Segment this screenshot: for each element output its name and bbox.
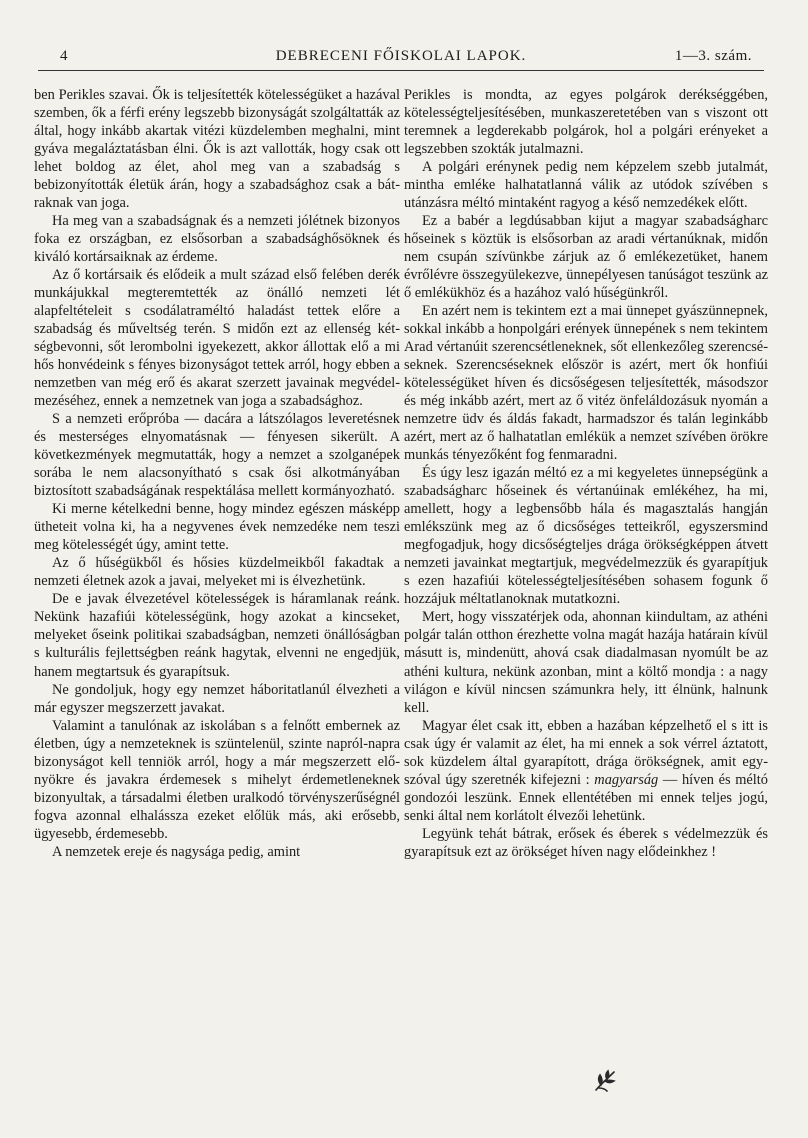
paragraph: És úgy lesz igazán méltó ez a mi kegyeletes ünnepségünk a szabadságharc hőseinek és vértanúinak emlékéhez, ha mi, amellett, hogy a legbensőbb hála és magasztalás hangján emlékszünk meg az ő dicsőséges tetteikről, egyszersmind megfogadjuk, hogy dicsőségteljes drága örökségképpen átvett nemzeti javainkat megtartjuk, megvédelmezzük és gyarapítjuk s ezen hazafiúi kötelességteljesítésében sohasem fogunk ő hozzájuk méltatlanoknak mutatkozni. — [404, 465, 768, 608]
page-number: 4 — [60, 48, 68, 64]
paragraph: S a nemzeti erőpróba — dacára a látszólagos leveretésnek és mesterséges elnyomatásnak — fényesen sikerült. A következmények megmutatták, hogy a nemzet a szolganépek sorába le nem alacsonyítható s csak ősi alkotmányában biztosított szabadságának respektálása mellett kormányozható. — [34, 411, 400, 500]
paragraph: Ne gondoljuk, hogy egy nemzet háboritatlanúl élvezheti a már egyszer megszerzett javakat. — [34, 681, 400, 716]
right-column — [404, 86, 768, 861]
paragraph: A polgári erénynek pedig nem képzelem szebb jutalmát, mintha emléke halhatatlanná válik az utódok szívében s utánzásra méltó mintaként ragyog a késő nemzedékek előtt. — [404, 159, 768, 212]
paragraph-with-italic: Magyar élet csak itt, ebben a hazában képzelhető el s itt is csak úgy ér valamit az élet, ha mi ennek a sok vérrel áztatott, sok küzdelem által gyarapított, drága örökségnek, amit egyszóval úgy szeretnék kifejezni : magyarság — híven és méltó gondozói leszünk. Ennek ellentétében mi ennek teljes jogú, senki által nem korlátolt élvezői lehetünk. — [404, 717, 769, 824]
leaf-ornament-icon — [592, 1068, 618, 1094]
paragraph: Valamint a tanulónak az iskolában s a felnőtt embernek az életben, úgy a nemzeteknek is szüntelenül, szinte napról-napra bizonyságot kell tenniök arról, hogy a már megszerzett előnyökre és javakra érdemesek s mihelyt érdemetleneknek bizonyultak, a társadalmi életben uralkodó törvényszerűségnél fogva azonnal elhalássza ezeket előlük más, aki erősebb, ügyesebb, érdemesebb. — [34, 717, 400, 842]
issue-number: 1—3. szám. — [674, 48, 752, 64]
journal-title: DEBRECENI FŐISKOLAI LAPOK. — [275, 48, 527, 64]
paragraph: Legyünk tehát bátrak, erősek és éberek s védelmezzük és gyarapítsuk ezt az örökséget híven nagy elődeinkhez ! — [404, 825, 768, 860]
paragraph: De e javak élvezetével kötelességek is háramlanak reánk. Nekünk hazafiúi kötelességünk, hogy azokat a kincseket, melyeket őseink politikai szabadságban, nemzeti önállóságban s kulturális fejlettségben reánk hagytak, elvenni ne engedjük, hanem megtartsuk és gyarapítsuk. — [34, 591, 400, 680]
paragraph: Ha meg van a szabadságnak és a nemzeti jólétnek bizonyos foka ez országban, ez elsősorban a szabadsághősöknek és kiváló kortársaiknak az érdeme. — [34, 213, 400, 266]
paragraph: Az ő kortársaik és elődeik a mult század első felében derék munkájukkal megteremtették az önálló nemzeti lét alapfeltételeit s csodálatraméltó haladást tettek előre a szabadság és műveltség terén. S midőn ezt az ellenség kétségbevonni, sőt lerombolni igyekezett, akkor állottak elő a mi hős honvédeink s fényes bizonyságot tettek arról, hogy ebben a nemzetben van még erő és akarat szerzett javainak megvédelmezéséhez, ennek a nemzetnek van joga a szabadsághoz. — [34, 267, 400, 410]
paragraph: A nemzetek ereje és nagysága pedig, amint — [52, 843, 301, 860]
paragraph: Ki merne kételkedni benne, hogy mindez egészen másképp ütheteit volna ki, ha a negyvenes évek nemzedéke nem teszi meg kötelességét úgy, amint tette. — [34, 501, 400, 554]
paragraph: Mert, hogy visszatérjek oda, ahonnan kiindultam, az athéni polgár talán otthon érezhette volna magát hazája határain kívül másutt is, mindenütt, ahová csak diadalmasan nyomúlt be az athéni kultura, nekünk azonban, mint a költő mondja : a nagy világon e kívül nincsen számunkra hely, itt élnünk, halnunk kell. — [404, 609, 768, 716]
paragraph: Ez a babér a legdúsabban kijut a magyar szabadságharc hőseinek s köztük is elsősorban az aradi vértanúknak, midőn nem csupán szívünkbe zárjuk az ő emlékezetüket, hanem évrőlévre összegyülekezve, ünnepélyesen tanúságot teszünk az ő emlékükhöz és a hazához való hűségünkről. — [404, 213, 768, 302]
emphasized-word: magyarság — [594, 771, 659, 788]
left-column — [34, 86, 400, 861]
paragraph: ben Perikles szavai. Ők is teljesítették kötelességüket a hazával szemben, ők a férfi erény legszebb bizonyságát szolgáltatták az által, hogy inkább akartak vitézi küzdelemben meghalni, mint gyáva megaláztatásban élni. Ők is azt vallották, hogy csak ott lehet boldog az élet, ahol meg van a szabadság s bebizonyították életük árán, hogy a szabadsághoz csak a bátraknak van joga. — [34, 87, 400, 212]
page-header — [38, 48, 764, 70]
paragraph: En azért nem is tekintem ezt a mai ünnepet gyászünnepnek, sokkal inkább a honpolgári erények ünnepének s nem tekintem Arad vértanúit szerencsétleneknek, sőt ellenkezőleg szerencséseknek. Szerencséseknek először is azért, mert ők honfiúi kötelességüket híven és dicsőségesen teljesítették, másodszor és még inkább azért, mert az ő vitéz önfeláldozásuk nyomán a nemzetre üdv és áldás fakadt, harmadszor és talán leginkább azért, mert az ő halhatatlan emlékük a nemzet szívében örökre munkás tényezőként fog fenmaradni. — [404, 303, 768, 464]
paragraph: Az ő hűségükből és hősies küzdelmeikből fakadtak a nemzeti életnek azok a javai, melyeket mi is élvezhetünk. — [34, 555, 400, 590]
header-rule — [38, 70, 764, 71]
paragraph: Perikles is mondta, az egyes polgárok derékséggében, kötelességteljesítésében, munkaszeretetében van s viszont ott teremnek a legderekabb polgárok, hol a polgári erényeket a legszebben szokták jutalmazni. — [404, 87, 768, 158]
